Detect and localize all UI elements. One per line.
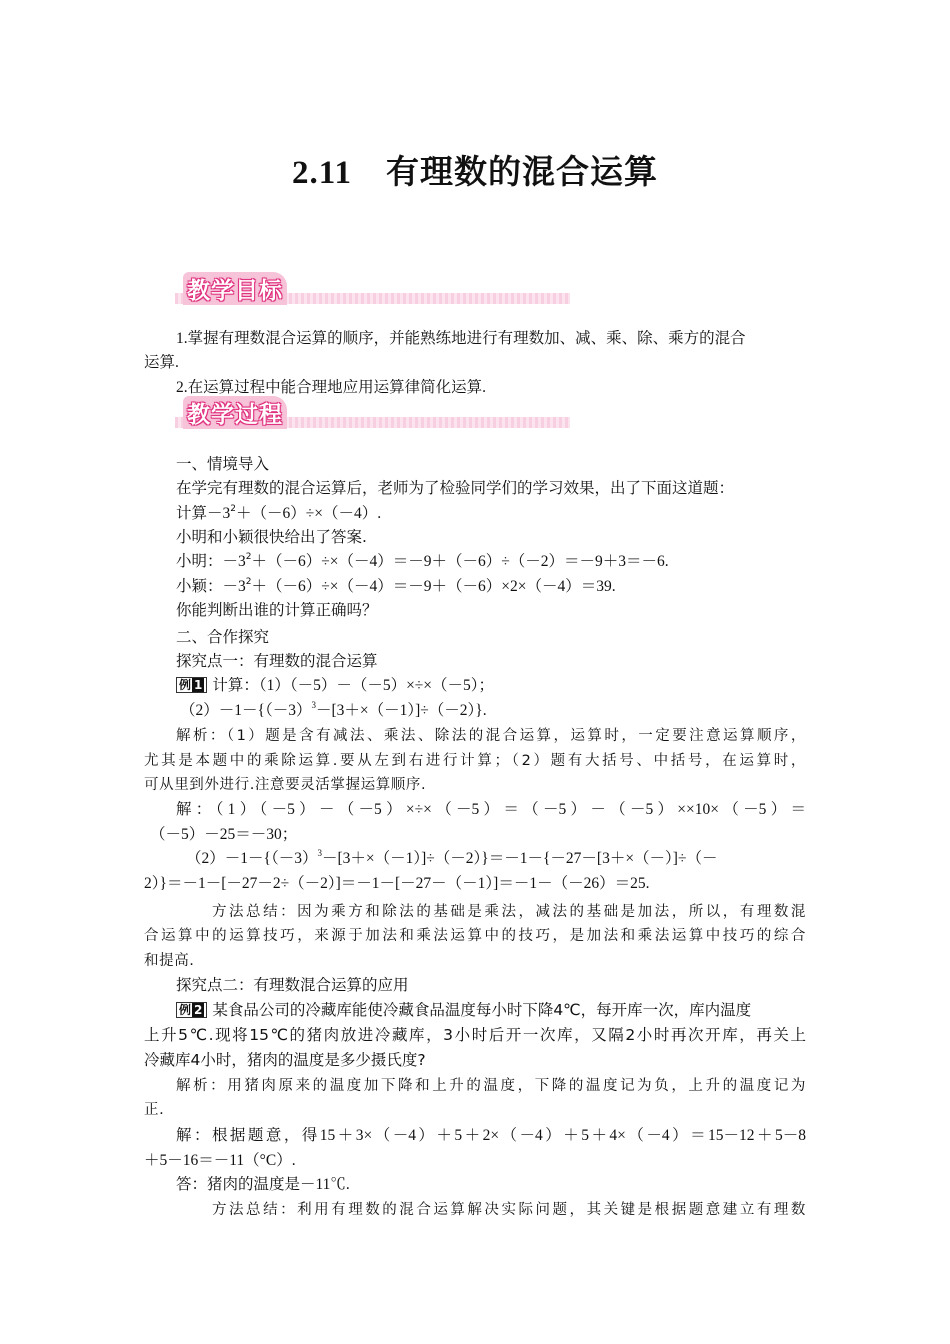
section-heading: 二、合作探究 [176, 628, 270, 646]
xiaoying-answer: 小颖：$-3^2+(-6)\div\times(-4)=-9+(-6)\times 2\times(-4)=39$. [176, 577, 616, 595]
example-tag: 例 1 [176, 677, 207, 693]
answer-intro: 小明和小颖很快给出了答案. [176, 528, 367, 546]
topic-1: 探究点一：有理数的混合运算 [176, 652, 378, 670]
answer-text: 答：猪肉的温度是－11℃. [176, 1176, 350, 1193]
goal-1: 1.掌握有理数混合运算的顺序，并能熟练地进行有理数加、减、乘、除、乘方的混合 [176, 330, 746, 347]
analysis-2-end: 正. [144, 1102, 165, 1118]
example-2-cont: 上升5℃.现将15℃的猪肉放进冷藏库，3小时后开一次库，又隔2小时再次开库，再关上 [144, 1026, 806, 1044]
example-1: 例 1 计算：（1）（－5）－（－5）×÷×（－5）； [176, 675, 494, 696]
solution-3: 解：根据题意，得15＋3×（－4）＋5＋2×（－4）＋5＋4×（－4）＝15－12＋5－8 [176, 1127, 806, 1144]
process-banner-label: 教学过程 [183, 396, 287, 429]
section-heading: 一、情境导入 [176, 455, 270, 473]
goal-1-cont: 运算. [144, 354, 179, 371]
page-title [0, 146, 950, 193]
solution-1-cont: （－5）－25＝－30； [150, 826, 298, 843]
example-2-end: 冷藏库4小时，猪肉的温度是多少摄氏度? [144, 1051, 426, 1069]
method-summary-1-cont: 合运算中的运算技巧，来源于加法和乘法运算中的技巧，是加法和乘法运算中技巧的综合 [144, 928, 806, 944]
goals-banner-label: 教学目标 [183, 272, 287, 305]
example-1-part2: $(2)-1-\{(-3)^3-[3+\times(-1)]\div(-2)\}$. [180, 700, 487, 719]
solution-3-cont: ＋5－16＝－11（°C）. [144, 1152, 296, 1169]
section-title: 有理数的混合运算 [385, 152, 658, 191]
goal-2: 2.在运算过程中能合理地应用运算律简化运算. [176, 379, 487, 396]
method-summary-2: 方法总结：利用有理数的混合运算解决实际问题，其关键是根据题意建立有理数 [212, 1202, 806, 1218]
section-number: 2.11 [292, 155, 352, 191]
calc-problem: 计算$-3^2+(-6)\div\times(-4)$. [176, 504, 382, 522]
method-summary-1: 方法总结：因为乘方和除法的基础是乘法，减法的基础是加法，所以，有理数混 [212, 904, 806, 920]
analysis-1-cont: 尤其是本题中的乘除运算.要从左到右进行计算；（2）题有大括号、中括号，在运算时， [144, 753, 806, 769]
xiaoming-answer: 小明：$-3^2+(-6)\div\times(-4)=-9+(-6)\div(-2)=-9+3=-6$. [176, 552, 669, 570]
goals-banner [175, 272, 570, 308]
process-banner [175, 396, 570, 432]
topic-2: 探究点二：有理数混合运算的应用 [176, 976, 409, 994]
analysis-2: 解析：用猪肉原来的温度加下降和上升的温度，下降的温度记为负，上升的温度记为 [176, 1078, 806, 1094]
example-tag: 例 2 [176, 1002, 207, 1018]
solution-1: 解：（1）（－5）－（－5）×÷×（－5）＝（－5）－（－5）××10×（－5）＝ [176, 801, 806, 818]
analysis-1-end: 可从里到外进行.注意要灵活掌握运算顺序. [144, 777, 427, 793]
question-text: 你能判断出谁的计算正确吗？ [176, 601, 378, 619]
intro-text: 在学完有理数的混合运算后，老师为了检验同学们的学习效果，出了下面这道题： [176, 479, 735, 497]
method-summary-1-end: 和提高. [144, 953, 195, 969]
analysis-1: 解析：（1）题是含有减法、乘法、除法的混合运算，运算时，一定要注意运算顺序， [176, 728, 806, 744]
solution-2-cont: 2）}＝－1－[－27－2÷（－2）]＝－1－[－27－（－1）]＝－1－（－26）＝25. [144, 875, 650, 892]
example-2: 例 2 某食品公司的冷藏库能使冷藏食品温度每小时下降4℃，每开库一次，库内温度 [176, 1000, 751, 1020]
solution-2: $(2)-1-\{(-3)^3-[3+\times(-1)]\div(-2)\}=-1-\{-27-[3+\times(-)]\div(-$ [186, 848, 718, 867]
